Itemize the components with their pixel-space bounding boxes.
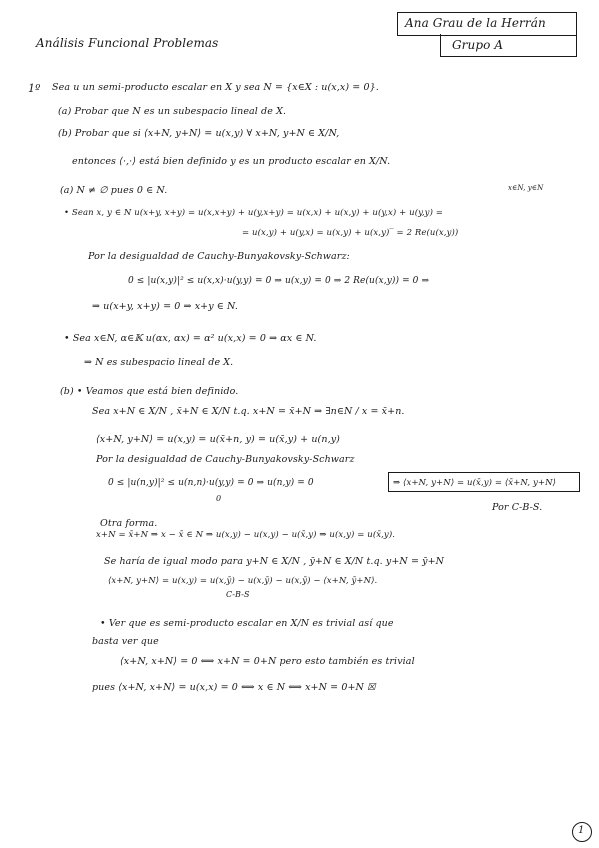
boxed-result: ⇒ ⟨x+N, y+N⟩ = u(x̄,y) = ⟨x̄+N, y+N⟩ bbox=[393, 478, 557, 488]
group-label: Grupo A bbox=[452, 38, 504, 52]
solution-a-line7: ⇒ N es subespacio lineal de X. bbox=[84, 357, 234, 368]
solution-a-line6: • Sea x∈N, α∈𝕂 u(αx, αx) = α² u(x,x) = 0 ⇒ αx ∈ N. bbox=[64, 333, 317, 344]
problem-part-a: (a) Probar que N es un subespacio lineal de X. bbox=[58, 106, 287, 117]
solution-b-line8: Se haría de igual modo para y+N ∈ X/N , ȳ+N ∈ X/N t.q. y+N = ȳ+N bbox=[104, 556, 445, 567]
problem-part-b-cont: entonces ⟨·,·⟩ está bien definido y es un producto escalar en X/N. bbox=[72, 156, 391, 167]
solution-b-title: (b) • Veamos que está bien definido. bbox=[60, 386, 239, 397]
problem-statement: Sea u un semi-producto escalar en X y sea N = {x∈X : u(x,x) = 0}. bbox=[52, 82, 379, 93]
side-note: x∈N, y∈N bbox=[508, 184, 544, 192]
solution-b-line2: ⟨x+N, y+N⟩ = u(x,y) = u(x̄+n, y) = u(x̄,y) + u(n,y) bbox=[96, 434, 340, 445]
solution-b-line3: Por la desigualdad de Cauchy-Bunyakovsky-Schwarz bbox=[96, 454, 355, 465]
solution-a-line5: ⇒ u(x+y, x+y) = 0 ⇒ x+y ∈ N. bbox=[92, 301, 238, 312]
problem-part-b: (b) Probar que si ⟨x+N, y+N⟩ = u(x,y) ∀ x+N, y+N ∈ X/N, bbox=[58, 128, 340, 139]
solution-b-line9: ⟨x+N, y+N⟩ = u(x,y) = u(x,ȳ) − u(x,ȳ) − u(x,ȳ) − ⟨x+N, ȳ+N⟩. bbox=[108, 576, 378, 586]
student-name: Ana Grau de la Herrán bbox=[405, 16, 546, 30]
solution-b-line4-under: 0 bbox=[216, 494, 222, 503]
solution-b-line9-under: C-B-S bbox=[226, 590, 250, 599]
solution-a-line3: Por la desigualdad de Cauchy-Bunyakovsky-Schwarz: bbox=[88, 251, 350, 262]
solution-a-line2: = u(x,y) + u(y,x) = u(x,y) + u(x,y)‾ = 2 Re(u(x,y)) bbox=[242, 228, 459, 238]
solution-a-line1: • Sean x, y ∈ N u(x+y, x+y) = u(x,x+y) + u(y,x+y) = u(x,x) + u(x,y) + u(y,x) + u(y,y) = bbox=[64, 208, 444, 218]
solution-b-line13: pues ⟨x+N, x+N⟩ = u(x,x) = 0 ⟺ x ∈ N ⟺ x+N = 0+N ☒ bbox=[92, 682, 376, 693]
solution-b-line10: • Ver que es semi-producto escalar en X/N es trivial así que bbox=[100, 618, 394, 629]
solution-a-title: (a) N ≠ ∅ pues 0 ∈ N. bbox=[60, 185, 168, 196]
solution-a-line4: 0 ≤ |u(x,y)|² ≤ u(x,x)·u(y,y) = 0 ⇒ u(x,y) = 0 ⇒ 2 Re(u(x,y)) = 0 ⇒ bbox=[128, 276, 430, 286]
course-title: Análisis Funcional Problemas bbox=[36, 36, 219, 50]
solution-b-line5: Por C-B-S. bbox=[492, 502, 543, 513]
problem-number: 1º bbox=[28, 82, 41, 95]
solution-b-line1: Sea x+N ∈ X/N , x̄+N ∈ X/N t.q. x+N = x̄+N ⇒ ∃n∈N / x = x̄+n. bbox=[92, 406, 405, 417]
solution-b-line12: ⟨x+N, x+N⟩ = 0 ⟺ x+N = 0+N pero esto también es trivial bbox=[120, 656, 415, 667]
page-number: 1 bbox=[578, 825, 585, 836]
solution-b-line4: 0 ≤ |u(n,y)|² ≤ u(n,n)·u(y,y) = 0 ⇒ u(n,y) = 0 bbox=[108, 478, 314, 488]
solution-b-line11: basta ver que bbox=[92, 636, 159, 647]
solution-b-line6: Otra forma. bbox=[100, 518, 158, 529]
solution-b-line7: x+N = x̄+N ⇒ x − x̄ ∈ N ⇒ u(x,y) − u(x,y) − u(x̄,y) ⇒ u(x,y) = u(x̄,y). bbox=[96, 530, 396, 540]
